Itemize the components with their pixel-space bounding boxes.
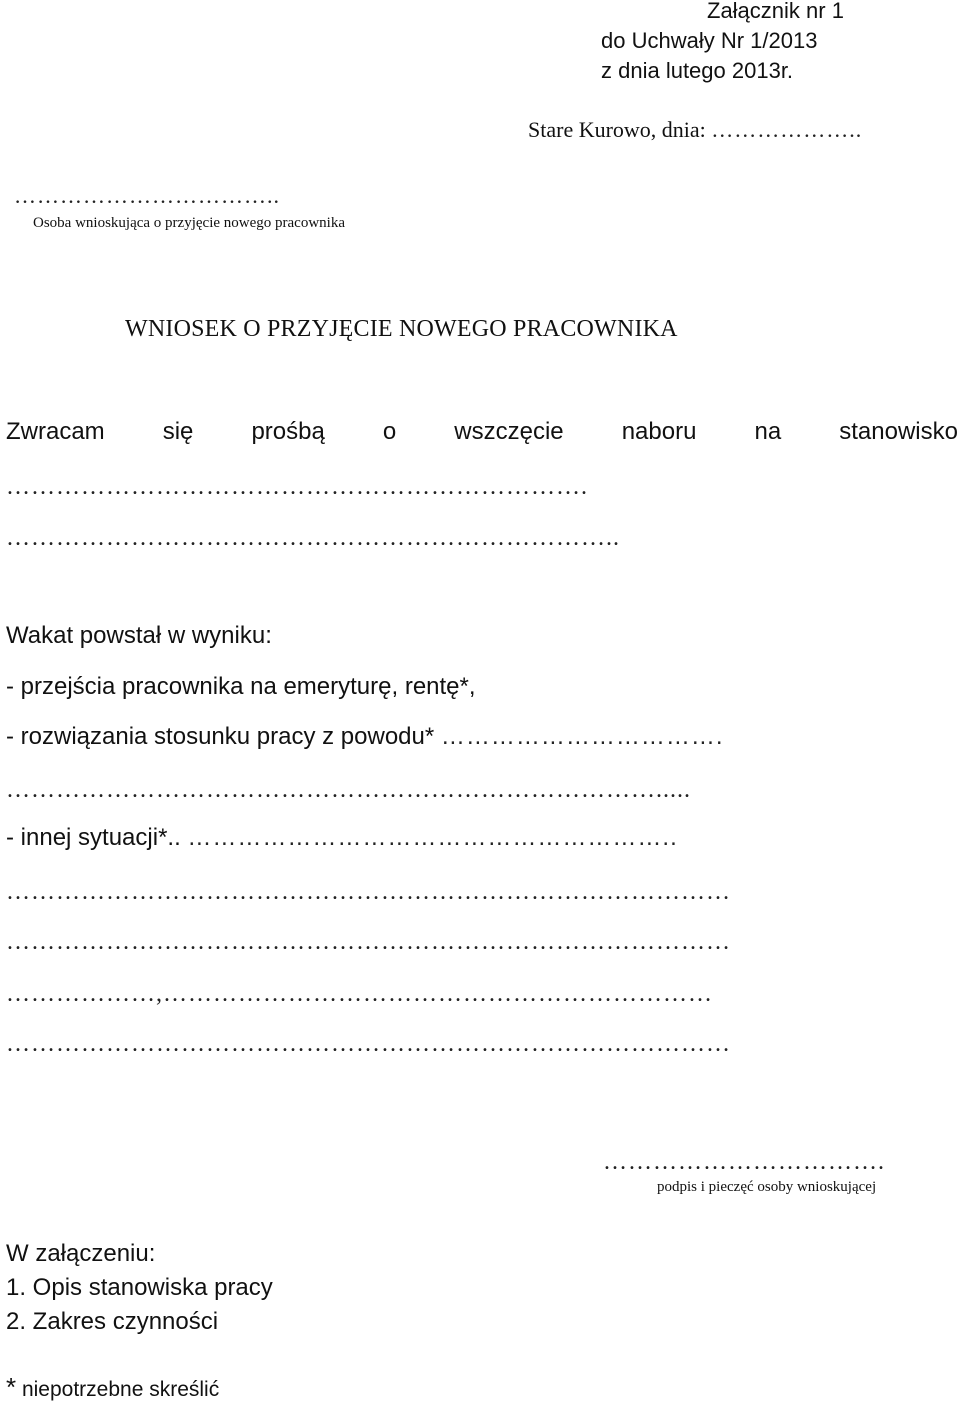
footnote-text: niepotrzebne skreślić	[16, 1378, 220, 1401]
extra-fill-line[interactable]: ……………………………………………………………………………	[6, 929, 731, 955]
reason-other-label: - innej sytuacji*..	[6, 824, 181, 851]
termination-fill-dots[interactable]: …………………………….	[440, 723, 724, 750]
extra-fill-line[interactable]: ……………………………………………………………………………	[6, 879, 731, 905]
request-line	[6, 420, 958, 444]
resolution-date: z dnia lutego 2013r.	[601, 58, 794, 83]
place-date-line	[528, 119, 862, 141]
attachments-heading: W załączeniu:	[6, 1240, 156, 1267]
place-date-label: Stare Kurowo, dnia:	[528, 117, 706, 142]
request-word: prośbą	[251, 418, 325, 445]
signature-fill-dots[interactable]: …………………………….	[603, 1149, 885, 1175]
request-word: Zwracam	[6, 418, 105, 445]
request-word: na	[754, 418, 782, 445]
applicant-fill-dots[interactable]: ……………………………..	[14, 183, 280, 208]
date-fill-dots[interactable]: ………………..	[711, 117, 863, 142]
attachment-item: 2. Zakres czynności	[6, 1308, 219, 1335]
extra-fill-line[interactable]: ………………,…………………………………………………………	[6, 981, 713, 1007]
request-word: naboru	[621, 418, 697, 445]
reason-termination	[6, 725, 724, 749]
signature-caption: podpis i pieczęć osoby wnioskującej	[657, 1179, 877, 1195]
request-word: stanowisko	[839, 418, 958, 445]
reason-retirement: - przejścia pracownika na emeryturę, rentę*,	[6, 673, 476, 700]
request-word: się	[162, 418, 194, 445]
extra-fill-line[interactable]: ……………………………………………………………………………	[6, 1031, 731, 1057]
request-word: o	[382, 418, 397, 445]
request-word: wszczęcie	[454, 418, 564, 445]
termination-fill-dots-2[interactable]: …………………………………………………………………….....	[6, 777, 691, 803]
attachment-number: Załącznik nr 1	[707, 0, 844, 23]
applicant-caption: Osoba wnioskująca o przyjęcie nowego pracownika	[33, 215, 345, 231]
resolution-number: do Uchwały Nr 1/2013	[601, 28, 818, 53]
position-fill-dots-1[interactable]: …………………………………………………………….	[6, 474, 588, 500]
footnote	[6, 1374, 219, 1400]
reason-termination-label: - rozwiązania stosunku pracy z powodu*	[6, 723, 435, 750]
attachment-item: 1. Opis stanowiska pracy	[6, 1274, 273, 1301]
reasons-heading: Wakat powstał w wyniku:	[6, 622, 272, 649]
reason-other	[6, 826, 678, 850]
position-fill-dots-2[interactable]: ………………………………………………………………..	[6, 525, 620, 551]
footnote-mark: *	[6, 1372, 17, 1402]
document-title: WNIOSEK O PRZYJĘCIE NOWEGO PRACOWNIKA	[125, 316, 678, 342]
other-fill-dots[interactable]: …………………………………………………..	[187, 824, 678, 851]
